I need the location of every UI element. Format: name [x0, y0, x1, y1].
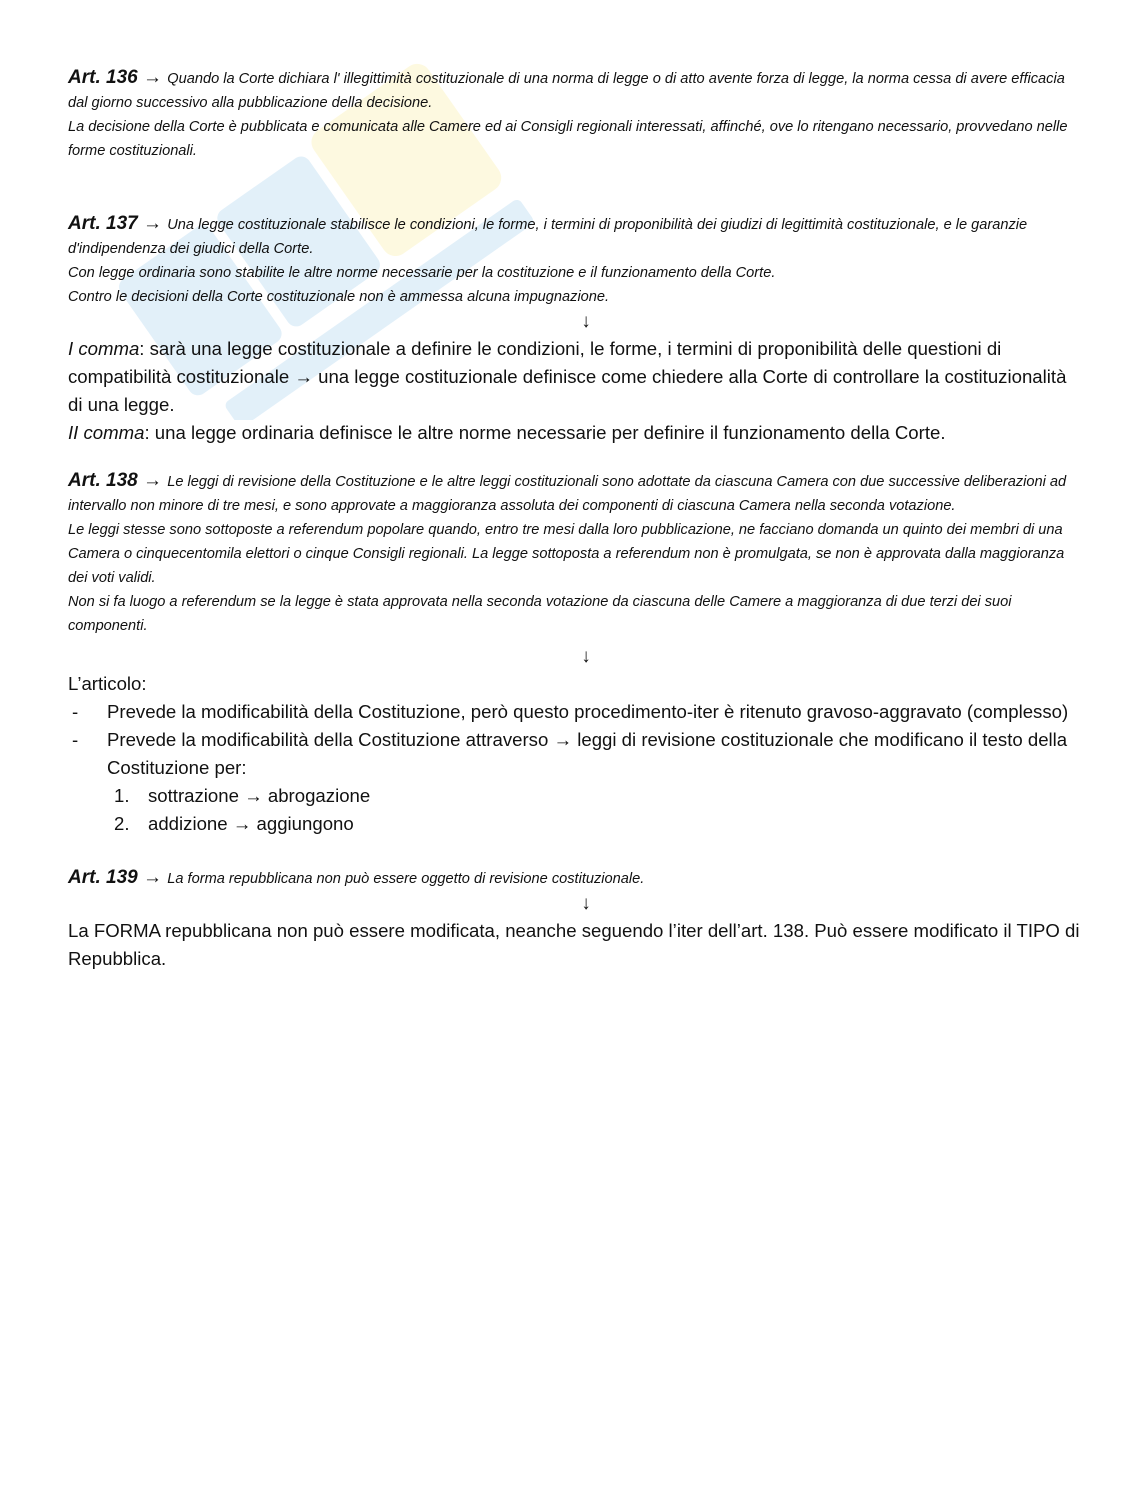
arrow-icon: → [137, 867, 168, 888]
comma-1-label: I comma [68, 338, 140, 359]
list-number: 1. [114, 785, 130, 806]
down-arrow-icon: ↓ [581, 311, 591, 332]
list-item [68, 726, 1084, 782]
down-arrow-icon: ↓ [581, 646, 591, 667]
comment-138-numbered-list [68, 782, 1084, 838]
article-139 [68, 866, 1084, 891]
comment-137-second [68, 419, 1084, 447]
arrow-icon: → [137, 67, 168, 88]
comment-138-list [68, 698, 1084, 782]
comma-2-text: : una legge ordinaria definisce le altre norme necessarie per definire il funzionamento della Corte. [144, 422, 946, 443]
article-138-paragraph-3: Non si fa luogo a referendum se la legge è stata approvata nella seconda votazione da ciascuna delle Camere a maggioranza di due terzi dei suoi componenti. [68, 594, 1012, 634]
article-137 [68, 212, 1084, 309]
article-137-paragraph-1: Una legge costituzionale stabilisce le condizioni, le forme, i termini di proponibilità dei giudizi di legittimità costituzionale, e le garanzie d'indipendenza dei giudici della Corte. [68, 217, 1028, 257]
comment-138-intro: L’articolo: [68, 673, 147, 694]
document-page [68, 66, 1084, 973]
list-item-text: Prevede la modificabilità della Costituzione, però questo procedimento-iter è ritenuto gravoso-aggravato (complesso) [107, 701, 1069, 722]
dash-bullet: - [72, 729, 79, 750]
article-139-paragraph-1: La forma repubblicana non può essere oggetto di revisione costituzionale. [167, 871, 645, 887]
article-138-paragraph-2: Le leggi stesse sono sottoposte a referendum popolare quando, entro tre mesi dalla loro pubblicazione, ne facciano domanda un quinto dei membri di una Camera o cinquecentomila elettori o cinque Consigli regionali. La legge sottoposta a referendum non è promulgata, se non è approvata dalla maggioranza dei voti validi. [68, 522, 1065, 586]
article-138-paragraph-1: Le leggi di revisione della Costituzione e le altre leggi costituzionali sono adottate da ciascuna Camera con due successive deliberazioni ad intervallo non minore di tre mesi, e sono approvate a maggioranza assoluta dei componenti di ciascuna Camera nella seconda votazione. [68, 474, 1067, 514]
comma-1-text: : sarà una legge costituzionale a definire le condizioni, le forme, i termini di proponibilità delle questioni di compatibilità costituzionale → una legge costituzionale definisce come chiedere alla Corte di controllare la costituzionalità di una legge. [68, 338, 1067, 415]
article-136-paragraph-1: Quando la Corte dichiara l' illegittimità costituzionale di una norma di legge o di atto avente forza di legge, la norma cessa di avere efficacia dal giorno successivo alla pubblicazione della decisione. [68, 71, 1065, 111]
list-item [68, 782, 1084, 810]
list-item-text: addizione → aggiungono [148, 813, 354, 834]
list-item [68, 698, 1084, 726]
down-arrow-icon: ↓ [581, 893, 591, 914]
list-number: 2. [114, 813, 130, 834]
comma-2-label: II comma [68, 422, 145, 443]
article-137-paragraph-2: Con legge ordinaria sono stabilite le altre norme necessarie per la costituzione e il funzionamento della Corte. [68, 265, 776, 281]
article-138-heading: Art. 138 [68, 470, 138, 491]
arrow-icon: → [137, 470, 168, 491]
article-139-heading: Art. 139 [68, 867, 138, 888]
arrow-icon: → [137, 213, 168, 234]
list-item-text: Prevede la modificabilità della Costituzione attraverso → leggi di revisione costituzionale che modificano il testo della Costituzione per: [107, 729, 1068, 778]
list-item [68, 810, 1084, 838]
list-item-text: sottrazione → abrogazione [148, 785, 371, 806]
article-137-heading: Art. 137 [68, 213, 138, 234]
comment-139: La FORMA repubblicana non può essere modificata, neanche seguendo l’iter dell’art. 138. Può essere modificato il TIPO di Repubblica. [68, 920, 1080, 969]
article-136 [68, 66, 1084, 163]
article-138 [68, 469, 1084, 638]
comment-137-first [68, 335, 1084, 419]
article-136-paragraph-2: La decisione della Corte è pubblicata e comunicata alle Camere ed ai Consigli regionali interessati, affinché, ove lo ritengano necessario, provvedano nelle forme costituzionali. [68, 119, 1068, 159]
dash-bullet: - [72, 701, 79, 722]
article-137-paragraph-3: Contro le decisioni della Corte costituzionale non è ammessa alcuna impugnazione. [68, 289, 610, 305]
article-136-heading: Art. 136 [68, 67, 138, 88]
